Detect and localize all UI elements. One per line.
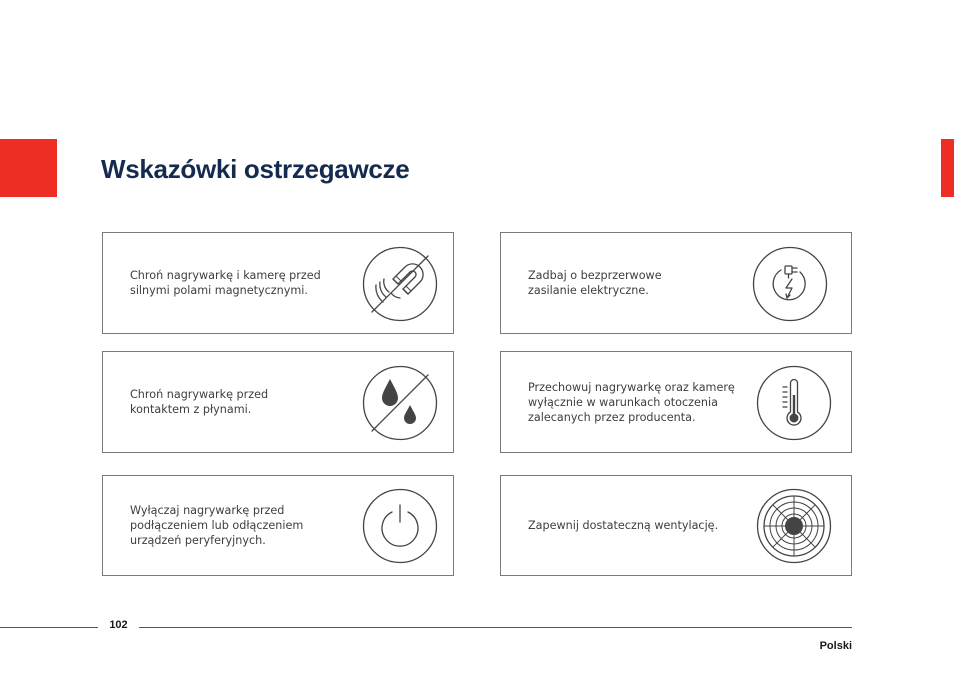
page-title: Wskazówki ostrzegawcze <box>101 154 410 184</box>
warning-text: Zapewnij dostateczną wentylację. <box>528 519 719 532</box>
language-label: Polski <box>819 640 852 652</box>
power-button-icon <box>362 488 438 564</box>
warning-card-environment <box>500 351 852 453</box>
power-supply-icon <box>752 246 828 322</box>
warning-card-ventilation <box>500 475 852 576</box>
footer-rule-right <box>139 627 852 628</box>
warning-text: Przechowuj nagrywarkę oraz kamerę wyłącznie w warunkach otoczenia zalecanych przez producenta. <box>528 380 735 424</box>
footer-rule-left <box>0 627 98 628</box>
red-accent-tab-left <box>0 139 57 197</box>
red-accent-tab-right <box>941 139 954 197</box>
page-number: 102 <box>109 619 128 631</box>
warning-card-liquids <box>102 351 454 453</box>
no-liquids-icon <box>362 365 438 441</box>
fan-icon <box>756 488 832 564</box>
warning-text: Zadbaj o bezprzerwowe zasilanie elektryczne. <box>528 269 662 297</box>
warning-card-magnetic <box>102 232 454 334</box>
warning-text: Wyłączaj nagrywarkę przed podłączeniem lub odłączeniem urządzeń peryferyjnych. <box>130 504 304 547</box>
warning-text: Chroń nagrywarkę przed kontaktem z płynami. <box>130 388 269 416</box>
thermometer-icon <box>756 365 832 441</box>
no-magnet-icon <box>362 246 438 322</box>
warning-card-peripherals <box>102 475 454 576</box>
warning-text: Chroń nagrywarkę i kamerę przed silnymi polami magnetycznymi. <box>130 269 321 297</box>
warning-card-power-supply <box>500 232 852 334</box>
